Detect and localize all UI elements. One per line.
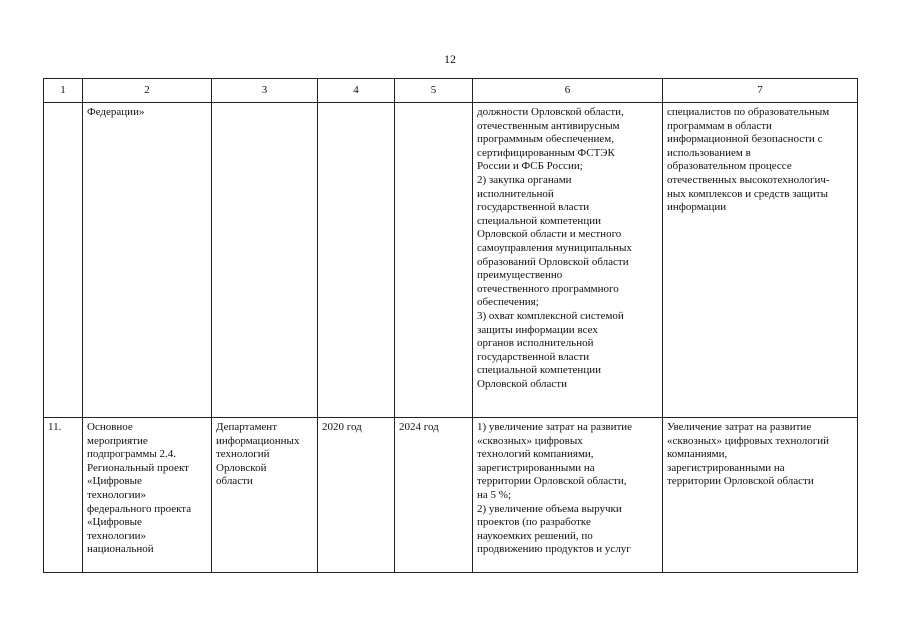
table-row-11 — [44, 418, 858, 573]
cell-measure-name — [83, 418, 212, 573]
cell-end-year-text: 2024 год — [399, 421, 439, 433]
column-header-7: 7 — [663, 79, 858, 103]
cell-indicator-link-text: Увеличение затрат на развитие «сквозных» цифровых технологий компаниями, зарегистрированными на территории Орловской области — [667, 421, 830, 488]
table-header-row — [44, 79, 858, 103]
cell-number — [44, 418, 83, 573]
cell-end-year — [395, 103, 473, 418]
cell-expected-result — [473, 103, 663, 418]
cell-expected-result-text: должности Орловской области, отечественным антивирусным программным обеспечением, сертифицированным ФСТЭК России и ФСБ России; 2) закупка органами исполнительной государственной власти специальной компетенции Орловской области и местного самоуправления муниципальных образований Орловской области преимущественно отечественного программного обеспечения; 3) охват комплексной системой защиты информации всех органов исполнительной государственной власти специальной компетенции Орловской области — [477, 106, 632, 390]
cell-measure-name-text: Федерации» — [87, 106, 145, 118]
cell-measure-name-text: Основное мероприятие подпрограммы 2.4. Региональный проект «Цифровые технологии» федерального проекта «Цифровые технологии» национальной — [87, 421, 192, 556]
cell-start-year — [318, 103, 395, 418]
cell-expected-result — [473, 418, 663, 573]
column-header-4: 4 — [318, 79, 395, 103]
cell-indicator-link — [663, 418, 858, 573]
cell-start-year-text: 2020 год — [322, 421, 362, 433]
cell-executor-text: Департамент информационных технологий Орловской области — [216, 421, 300, 488]
cell-measure-name — [83, 103, 212, 418]
cell-expected-result-text: 1) увеличение затрат на развитие «сквозных» цифровых технологий компаниями, зарегистрированными на территории Орловской области, на 5 %; 2) увеличение объема выручки проектов (по разработке наукоемких решений, по продвижению продуктов и услуг — [477, 421, 633, 556]
cell-number-text: 11. — [48, 421, 62, 433]
cell-number — [44, 103, 83, 418]
cell-indicator-link-text: специалистов по образовательным программам в области информационной безопасности с использованием в образовательном процессе отечественных высокотехнологич- ных комплексов и средств защиты информации — [667, 106, 830, 214]
column-header-2: 2 — [83, 79, 212, 103]
cell-end-year — [395, 418, 473, 573]
cell-executor — [212, 103, 318, 418]
cell-indicator-link — [663, 103, 858, 418]
column-header-1: 1 — [44, 79, 83, 103]
cell-start-year — [318, 418, 395, 573]
table-row-continued — [44, 103, 858, 418]
column-header-5: 5 — [395, 79, 473, 103]
page-number: 12 — [444, 52, 456, 66]
column-header-6: 6 — [473, 79, 663, 103]
cell-executor — [212, 418, 318, 573]
program-measures-table — [43, 78, 858, 573]
column-header-3: 3 — [212, 79, 318, 103]
